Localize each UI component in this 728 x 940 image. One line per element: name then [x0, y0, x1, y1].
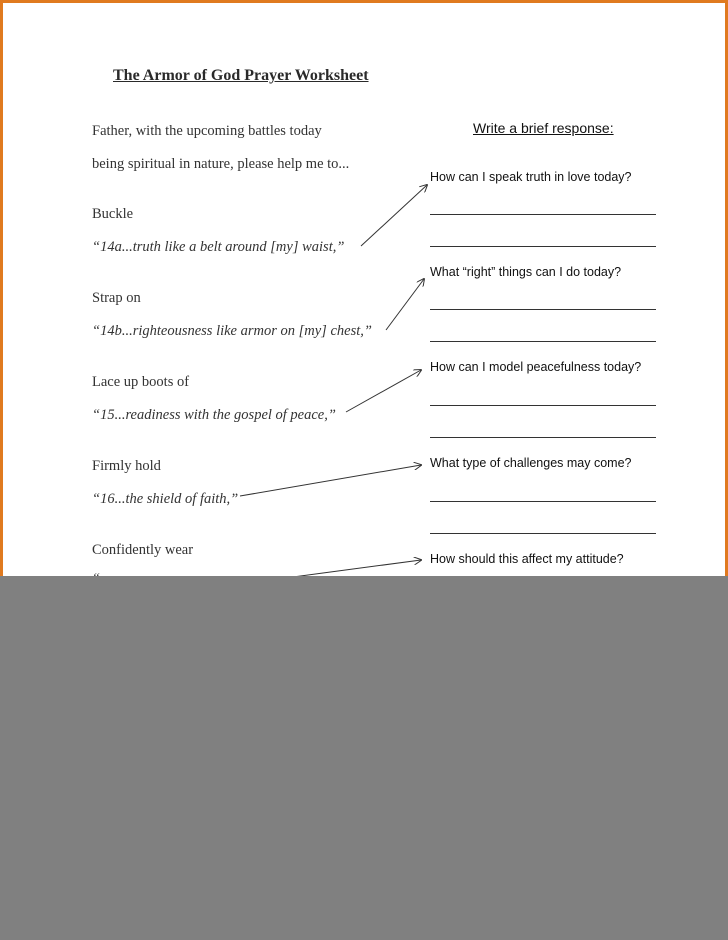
intro-line-1: Father, with the upcoming battles today [92, 123, 322, 139]
question-challenges: What type of challenges may come? [430, 456, 632, 470]
question-truth: How can I speak truth in love today? [430, 170, 632, 184]
arrow-4 [240, 465, 421, 496]
intro-line-2: being spiritual in nature, please help me to... [92, 156, 350, 172]
action-lace-up: Lace up boots of [92, 374, 190, 390]
gray-overlay [0, 576, 728, 940]
question-righteousness: What “right” things can I do today? [430, 265, 622, 279]
action-confidently-wear: Confidently wear [92, 542, 194, 558]
question-attitude: How should this affect my attitude? [430, 552, 624, 566]
arrow-5 [293, 560, 421, 577]
action-strap-on: Strap on [92, 290, 141, 306]
action-buckle: Buckle [92, 206, 134, 222]
verse-16: “16...the shield of faith,” [92, 491, 239, 507]
response-header: Write a brief response: [473, 120, 614, 136]
arrow-2 [386, 279, 424, 330]
connector-arrows [3, 3, 725, 576]
arrow-1 [361, 185, 427, 246]
action-firmly-hold: Firmly hold [92, 458, 161, 474]
worksheet-page [3, 3, 725, 576]
arrow-3 [346, 370, 421, 412]
worksheet-title: The Armor of God Prayer Worksheet [113, 67, 369, 84]
question-peace: How can I model peacefulness today? [430, 360, 642, 374]
verse-14a: “14a...truth like a belt around [my] waist,” [92, 239, 345, 255]
verse-15: “15...readiness with the gospel of peace,” [92, 407, 336, 423]
verse-14b: “14b...righteousness like armor on [my] chest,” [92, 323, 372, 339]
